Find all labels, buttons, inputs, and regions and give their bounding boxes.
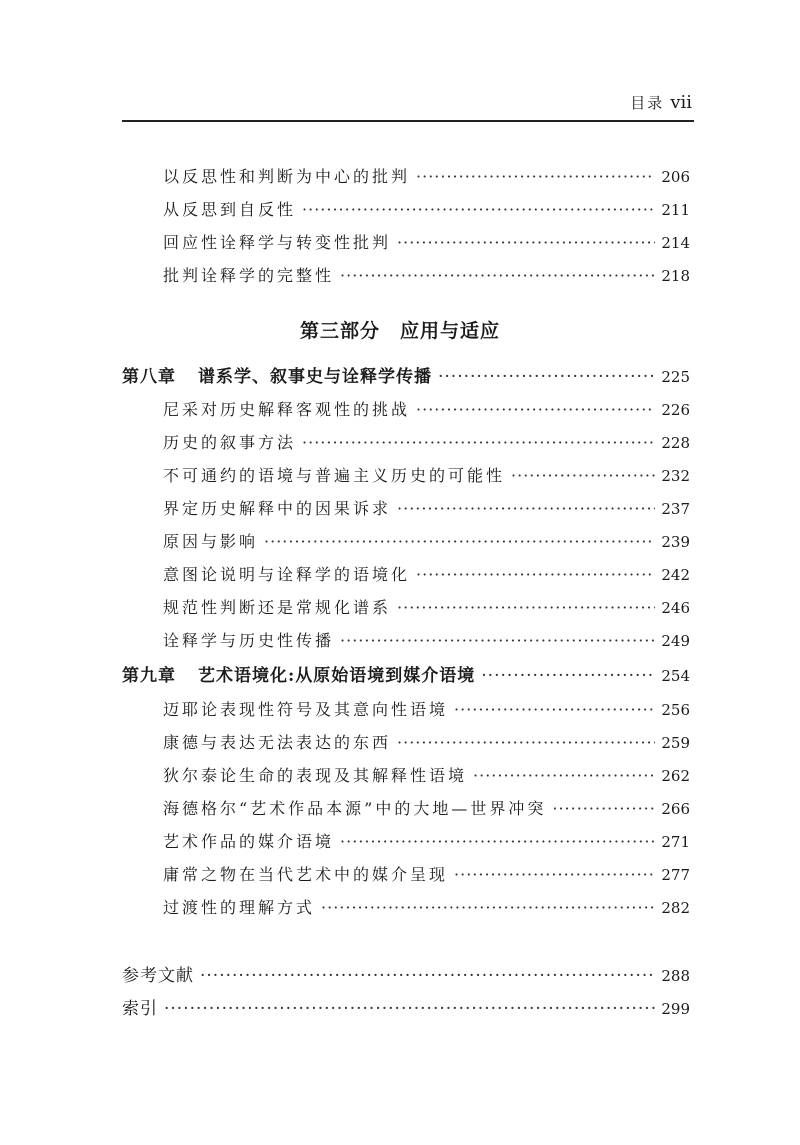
toc-entry-title: 尼采对历史解释客观性的挑战: [163, 400, 411, 419]
toc-leader-dots: [416, 164, 655, 190]
toc-leader-dots: [397, 230, 655, 256]
toc-entry[interactable]: [163, 263, 690, 289]
toc-entry-page: 232: [661, 467, 690, 485]
toc-entry[interactable]: [163, 430, 690, 456]
toc-entry[interactable]: [163, 496, 690, 522]
toc-entry[interactable]: [163, 529, 690, 555]
toc-entry-title: 原因与影响: [163, 532, 259, 551]
toc-entry-page: 226: [661, 401, 690, 419]
toc-entry[interactable]: [163, 763, 690, 789]
toc-leader-dots: [397, 496, 655, 522]
chapter-title: 艺术语境化:从原始语境到媒介语境: [198, 666, 476, 686]
toc-entry-page: 282: [661, 899, 690, 917]
toc-chapter-9[interactable]: [122, 663, 690, 689]
toc-entry[interactable]: [163, 697, 690, 723]
toc-entry-page: 262: [661, 767, 690, 785]
part-heading: [0, 316, 800, 343]
toc-entry-title: 历史的叙事方法: [163, 433, 297, 452]
toc-entry-page: 214: [661, 234, 690, 252]
toc-entry-title: 界定历史解释中的因果诉求: [163, 499, 392, 518]
part-number: 第三部分: [299, 320, 380, 342]
toc-entry-title: 规范性判断还是常规化谱系: [163, 598, 392, 617]
toc-leader-dots: [454, 697, 655, 723]
toc-entry[interactable]: [163, 230, 690, 256]
toc-entry[interactable]: [163, 164, 690, 190]
toc-leader-dots: [438, 364, 655, 390]
toc-leader-dots: [416, 562, 655, 588]
toc-references[interactable]: [122, 963, 690, 989]
toc-entry[interactable]: [163, 895, 690, 921]
toc-entry-title: 艺术作品的媒介语境: [163, 832, 335, 851]
chapter-title: 谱系学、叙事史与诠释学传播: [198, 367, 432, 387]
toc-entry-page: 249: [661, 632, 690, 650]
toc-entry-page: 299: [661, 1000, 690, 1018]
toc-leader-dots: [302, 430, 655, 456]
toc-leader-dots: [397, 730, 655, 756]
header-page-number: vii: [670, 92, 692, 113]
toc-entry-title: 索引: [122, 999, 158, 1019]
toc-entry-page: 271: [661, 833, 690, 851]
part-title: 应用与适应: [400, 320, 501, 342]
toc-entry[interactable]: [163, 562, 690, 588]
chapter-page: 254: [661, 667, 690, 685]
toc-entry-page: 211: [661, 201, 690, 219]
chapter-page: 225: [661, 368, 690, 386]
toc-entry-page: 277: [661, 866, 690, 884]
toc-entry-page: 237: [661, 500, 690, 518]
toc-entry[interactable]: [163, 397, 690, 423]
toc-leader-dots: [302, 197, 655, 223]
toc-leader-dots: [340, 829, 655, 855]
toc-entry[interactable]: [163, 595, 690, 621]
running-header: [122, 92, 694, 122]
toc-entry-title: 从反思到自反性: [163, 200, 297, 219]
toc-entry-title: 康德与表达无法表达的东西: [163, 733, 392, 752]
toc-entry[interactable]: [163, 796, 690, 822]
toc-entry[interactable]: [163, 628, 690, 654]
toc-leader-dots: [416, 397, 655, 423]
toc-entry-title: 不可通约的语境与普遍主义历史的可能性: [163, 466, 506, 485]
toc-leader-dots: [454, 862, 655, 888]
toc-entry[interactable]: [163, 463, 690, 489]
toc-entry-title: 意图论说明与诠释学的语境化: [163, 565, 411, 584]
toc-entry-title: 回应性诠释学与转变性批判: [163, 233, 392, 252]
chapter-label: 第九章: [122, 666, 176, 686]
toc-entry-page: 206: [661, 168, 690, 186]
toc-entry-title: 参考文献: [122, 966, 194, 986]
toc-leader-dots: [473, 763, 655, 789]
toc-entry[interactable]: [163, 829, 690, 855]
toc-index[interactable]: [122, 996, 690, 1022]
toc-entry-page: 228: [661, 434, 690, 452]
toc-leader-dots: [164, 996, 655, 1022]
toc-entry-title: 海德格尔“艺术作品本源”中的大地—世界冲突: [163, 799, 547, 818]
toc-entry-page: 256: [661, 701, 690, 719]
toc-entry[interactable]: [163, 730, 690, 756]
toc-entry-page: 246: [661, 599, 690, 617]
toc-entry[interactable]: [163, 862, 690, 888]
toc-entry-title: 迈耶论表现性符号及其意向性语境: [163, 700, 449, 719]
toc-entry-title: 以反思性和判断为中心的批判: [163, 167, 411, 186]
toc-entry-page: 288: [661, 967, 690, 985]
toc-leader-dots: [552, 796, 655, 822]
toc-entry-title: 诠释学与历史性传播: [163, 631, 335, 650]
header-label: 目录: [630, 94, 665, 112]
toc-entry-page: 239: [661, 533, 690, 551]
toc-leader-dots: [397, 595, 655, 621]
toc-leader-dots: [200, 963, 655, 989]
toc-entry-title: 狄尔泰论生命的表现及其解释性语境: [163, 766, 468, 785]
toc-leader-dots: [511, 463, 655, 489]
toc-leader-dots: [481, 663, 655, 689]
toc-leader-dots: [264, 529, 655, 555]
toc-leader-dots: [321, 895, 655, 921]
toc-leader-dots: [340, 263, 655, 289]
toc-entry-page: 242: [661, 566, 690, 584]
toc-entry-title: 批判诠释学的完整性: [163, 266, 335, 285]
toc-entry-page: 218: [661, 267, 690, 285]
toc-entry[interactable]: [163, 197, 690, 223]
toc-leader-dots: [340, 628, 655, 654]
toc-entry-page: 259: [661, 734, 690, 752]
toc-entry-title: 过渡性的理解方式: [163, 898, 316, 917]
toc-entry-page: 266: [661, 800, 690, 818]
chapter-label: 第八章: [122, 367, 176, 387]
header-text: [630, 92, 692, 113]
toc-entry-title: 庸常之物在当代艺术中的媒介呈现: [163, 865, 449, 884]
toc-chapter-8[interactable]: [122, 364, 690, 390]
